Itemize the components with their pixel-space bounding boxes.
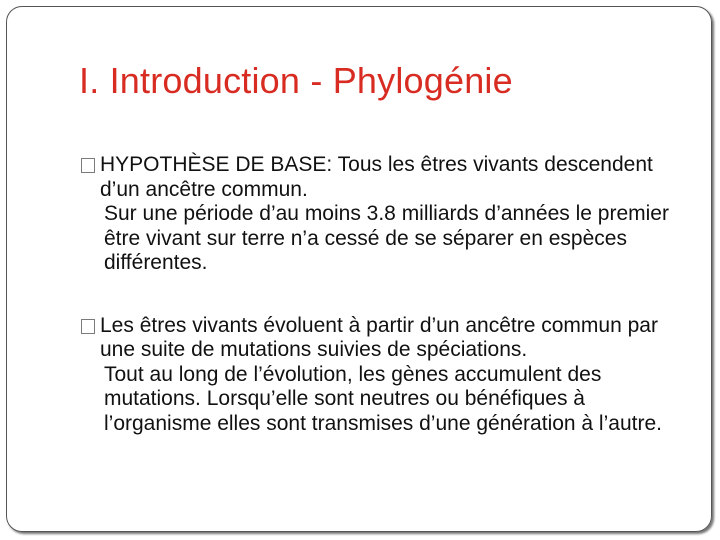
bullet-lead-text: Les êtres vivants évoluent à partir d’un ancêtre commun par une suite de mutations suivies de spéciations. — [100, 313, 658, 361]
bullet-item — [79, 314, 694, 437]
bullet-item — [79, 153, 694, 276]
bullet-lead-text: HYPOTHÈSE DE BASE: Tous les êtres vivants descendent d’un ancêtre commun. — [100, 153, 653, 201]
bullet-detail-text: Tout au long de l’évolution, les gènes accumulent des mutations. Lorsqu’elle sont neutres ou bénéfiques à l’organisme elles sont transmises d’une génération à l’autre. — [104, 362, 662, 435]
slide-title: I. Introduction - Phylogénie — [79, 60, 513, 101]
slide-body — [79, 153, 694, 436]
checkbox-bullet-icon — [81, 158, 95, 173]
checkbox-bullet-icon — [81, 319, 95, 334]
bullet-detail-text: Sur une période d’au moins 3.8 milliards d’années le premier être vivant sur terre n’a cessé de se séparer en espèces différentes. — [104, 202, 669, 274]
